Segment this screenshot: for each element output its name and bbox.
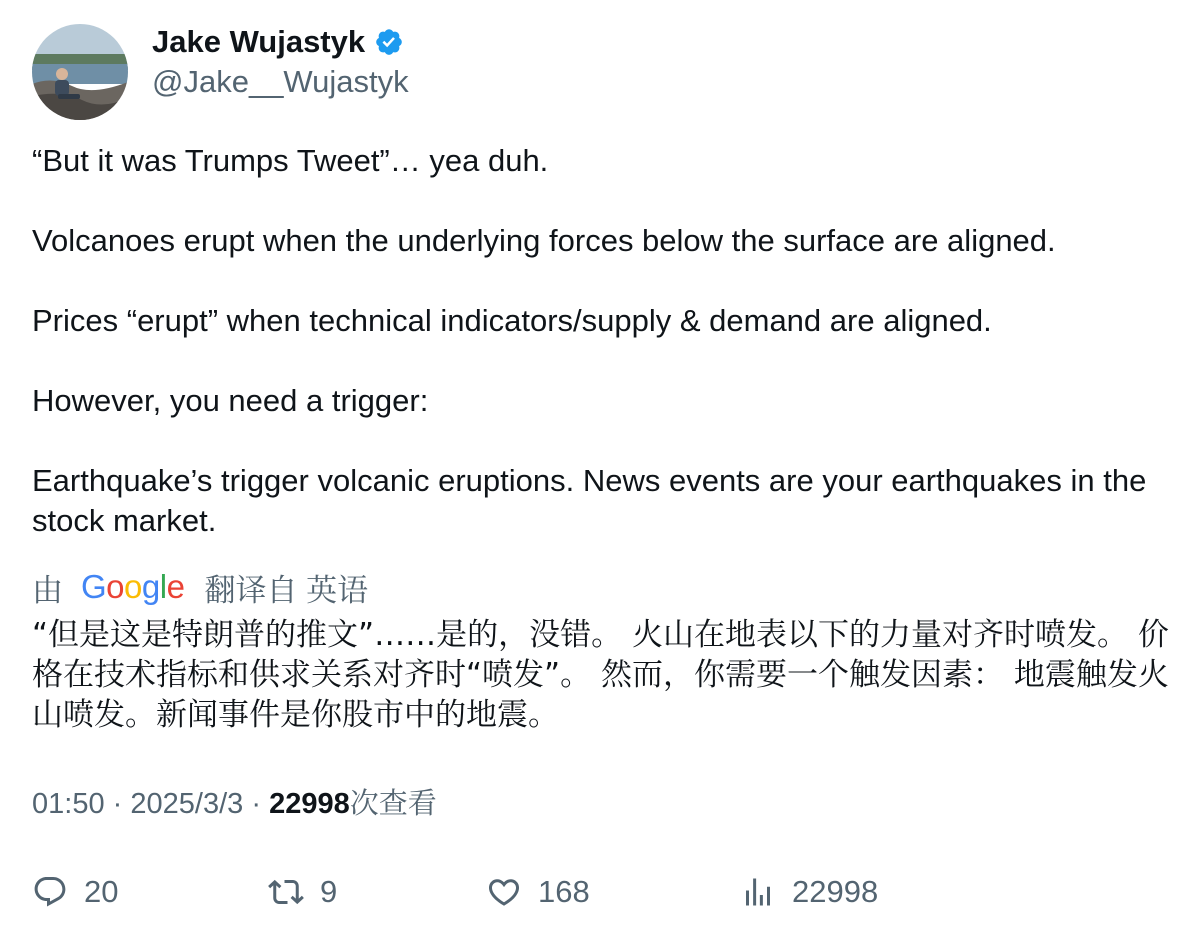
user-handle[interactable]: @Jake__Wujastyk [152,64,409,99]
avatar[interactable] [32,24,128,120]
views-label: 次查看 [349,788,437,820]
tweet-date[interactable]: 2025/3/3 [130,788,244,820]
heart-icon [486,874,522,910]
translated-by[interactable] [32,567,368,607]
tweet-header [32,24,409,120]
tweet-body [32,141,1167,541]
reply-count: 20 [84,874,119,909]
tweet-paragraph: Earthquake’s trigger volcanic eruptions. News events are your earthquakes in the stock market. [32,463,1147,538]
retweet-icon [268,874,304,910]
reply-button[interactable] [32,868,118,916]
views-chart-icon [740,874,776,910]
meta-separator: · [251,788,261,820]
display-name[interactable]: Jake Wujastyk [152,24,366,59]
tweet-paragraph: Prices “erupt” when technical indicators/supply & demand are aligned. [32,303,992,338]
tweet-paragraph: Volcanoes erupt when the underlying forces below the surface are aligned. [32,223,1056,258]
action-bar [32,868,1132,916]
retweet-button[interactable] [268,868,337,916]
views-button[interactable] [740,868,878,916]
views-action-count: 22998 [792,874,879,909]
verified-badge-icon[interactable] [374,27,404,57]
retweet-count: 9 [320,874,338,909]
tweet-time[interactable]: 01:50 [32,788,105,820]
reply-icon [32,874,68,910]
like-count: 168 [538,874,590,909]
tweet-meta [32,784,437,824]
google-logo: Google [81,568,185,605]
translated-by-suffix: 翻译自 英语 [204,572,369,608]
translated-text: “但是这是特朗普的推文”……是的，没错。 火山在地表以下的力量对齐时喷发。 价格在技术指标和供求关系对齐时“喷发”。 然而，你需要一个触发因素： 地震触发火山喷发。新闻事件是你股市中的地震。 [32,617,1169,733]
meta-separator: · [112,788,123,820]
tweet-paragraph: However, you need a trigger: [32,383,429,418]
like-button[interactable] [486,868,590,916]
translated-by-prefix: 由 [32,572,63,608]
avatar-photo [32,24,128,120]
views-count: 22998 [269,788,350,820]
tweet-paragraph: “But it was Trumps Tweet”… yea duh. [32,143,549,178]
